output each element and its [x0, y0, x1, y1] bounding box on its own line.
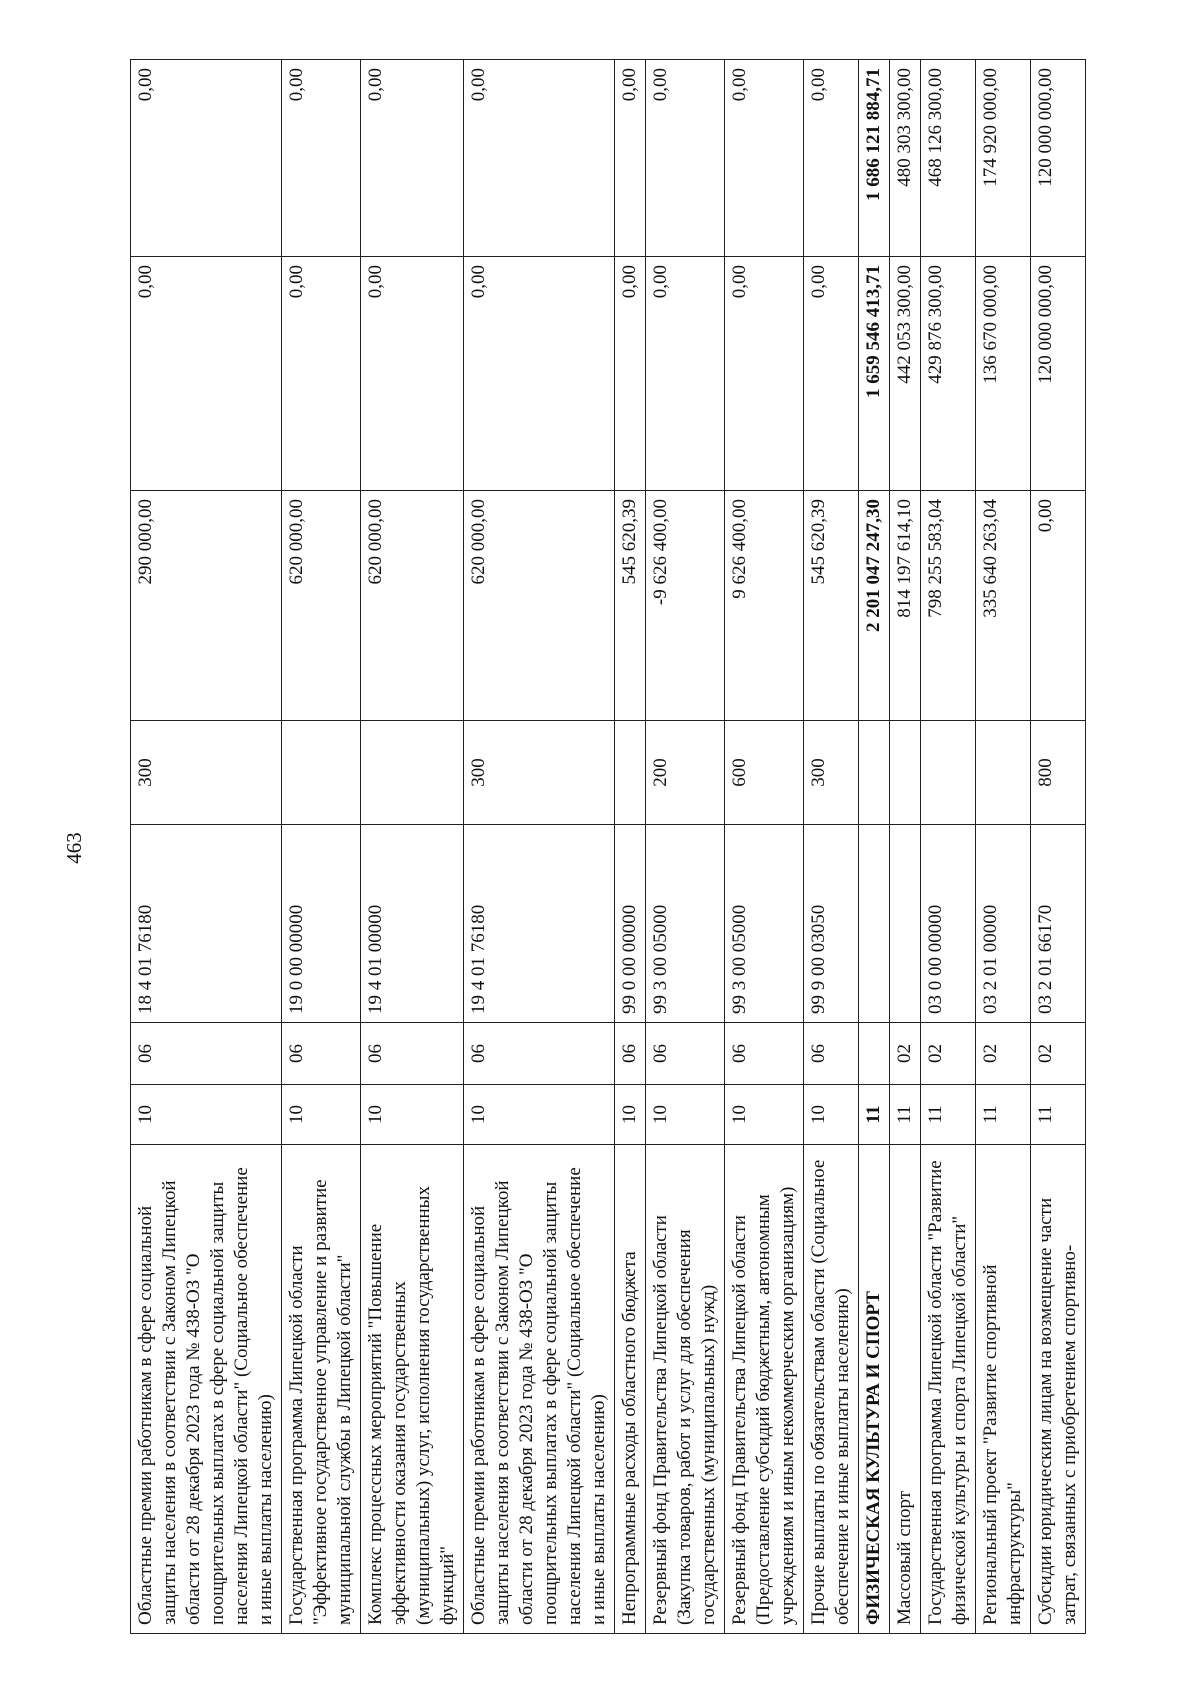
- expense-type-code: 600: [725, 721, 804, 825]
- section-code: 10: [131, 1085, 282, 1145]
- row-name: Прочие выплаты по обязательствам области (Социальное обеспечение и иные выплаты населению): [804, 1145, 859, 1634]
- subsection-code: 06: [615, 1023, 646, 1085]
- amount-col-2: 429 876 300,00: [921, 257, 976, 491]
- amount-col-1: 290 000,00: [131, 491, 282, 721]
- subsection-code: 06: [646, 1023, 725, 1085]
- row-name: ФИЗИЧЕСКАЯ КУЛЬТУРА И СПОРТ: [859, 1145, 890, 1634]
- row-name: Массовый спорт: [890, 1145, 921, 1634]
- table-row: [646, 60, 725, 1634]
- amount-col-2: 0,00: [804, 257, 859, 491]
- subsection-code: [859, 1023, 890, 1085]
- section-code: 10: [282, 1085, 361, 1145]
- amount-col-1: 0,00: [1031, 491, 1086, 721]
- target-article-code: 99 0 00 00000: [615, 825, 646, 1023]
- row-name: Областные премии работникам в сфере социальной защиты населения в соответствии с Законом Липецкой области от 28 декабря 2023 года № 438-ОЗ "О поощрительных выплатах в сфере социальной защиты населения Липецкой области" (Социальное обеспечение и иные выплаты населению): [131, 1145, 282, 1634]
- expense-type-code: [859, 721, 890, 825]
- target-article-code: [859, 825, 890, 1023]
- budget-table-body: [131, 60, 1086, 1634]
- amount-col-3: 0,00: [615, 60, 646, 257]
- amount-col-2: 0,00: [615, 257, 646, 491]
- amount-col-2: 0,00: [464, 257, 615, 491]
- amount-col-1: 814 197 614,10: [890, 491, 921, 721]
- expense-type-code: 800: [1031, 721, 1086, 825]
- target-article-code: 19 4 01 76180: [464, 825, 615, 1023]
- subsection-code: 06: [464, 1023, 615, 1085]
- subsection-code: 02: [976, 1023, 1031, 1085]
- section-code: 10: [464, 1085, 615, 1145]
- table-row: [282, 60, 361, 1634]
- expense-type-code: 200: [646, 721, 725, 825]
- amount-col-2: 0,00: [131, 257, 282, 491]
- expense-type-code: [976, 721, 1031, 825]
- table-row: [804, 60, 859, 1634]
- table-row: [725, 60, 804, 1634]
- amount-col-2: 1 659 546 413,71: [859, 257, 890, 491]
- amount-col-3: 0,00: [131, 60, 282, 257]
- amount-col-2: 0,00: [361, 257, 464, 491]
- row-name: Комплекс процессных мероприятий "Повышение эффективности оказания государственных (муниципальных) услуг, исполнения государственных функций": [361, 1145, 464, 1634]
- expense-type-code: [361, 721, 464, 825]
- amount-col-1: 545 620,39: [615, 491, 646, 721]
- amount-col-3: 468 126 300,00: [921, 60, 976, 257]
- amount-col-1: 545 620,39: [804, 491, 859, 721]
- expense-type-code: 300: [804, 721, 859, 825]
- table-row: [615, 60, 646, 1634]
- row-name: Государственная программа Липецкой области "Развитие физической культуры и спорта Липецкой области": [921, 1145, 976, 1634]
- target-article-code: 99 9 00 03050: [804, 825, 859, 1023]
- amount-col-3: 120 000 000,00: [1031, 60, 1086, 257]
- subsection-code: 06: [282, 1023, 361, 1085]
- table-row: [976, 60, 1031, 1634]
- target-article-code: 99 3 00 05000: [725, 825, 804, 1023]
- amount-col-2: 136 670 000,00: [976, 257, 1031, 491]
- expense-type-code: [615, 721, 646, 825]
- amount-col-1: 335 640 263,04: [976, 491, 1031, 721]
- amount-col-3: 0,00: [804, 60, 859, 257]
- subsection-code: 02: [1031, 1023, 1086, 1085]
- section-code: 10: [804, 1085, 859, 1145]
- amount-col-3: 174 920 000,00: [976, 60, 1031, 257]
- section-code: 11: [921, 1085, 976, 1145]
- row-name: Субсидии юридическим лицам на возмещение части затрат, связанных с приобретением спортивно-: [1031, 1145, 1086, 1634]
- target-article-code: 99 3 00 05000: [646, 825, 725, 1023]
- row-name: Региональный проект "Развитие спортивной инфраструктуры": [976, 1145, 1031, 1634]
- subsection-code: 02: [921, 1023, 976, 1085]
- row-name: Непрограммные расходы областного бюджета: [615, 1145, 646, 1634]
- expense-type-code: [921, 721, 976, 825]
- budget-table: [130, 59, 1086, 1634]
- amount-col-1: 2 201 047 247,30: [859, 491, 890, 721]
- amount-col-1: -9 626 400,00: [646, 491, 725, 721]
- amount-col-1: 798 255 583,04: [921, 491, 976, 721]
- row-name: Государственная программа Липецкой области "Эффективное государственное управление и развитие муниципальной службы в Липецкой области": [282, 1145, 361, 1634]
- table-row: [131, 60, 282, 1634]
- target-article-code: 18 4 01 76180: [131, 825, 282, 1023]
- target-article-code: 19 4 01 00000: [361, 825, 464, 1023]
- expense-type-code: 300: [464, 721, 615, 825]
- amount-col-2: 120 000 000,00: [1031, 257, 1086, 491]
- amount-col-3: 1 686 121 884,71: [859, 60, 890, 257]
- table-row: [361, 60, 464, 1634]
- amount-col-3: 0,00: [464, 60, 615, 257]
- subsection-code: 06: [131, 1023, 282, 1085]
- section-code: 10: [615, 1085, 646, 1145]
- expense-type-code: 300: [131, 721, 282, 825]
- amount-col-3: 0,00: [282, 60, 361, 257]
- row-name: Резервный фонд Правительства Липецкой области (Предоставление субсидий бюджетным, автономным учреждениям и иным некоммерческим организациям): [725, 1145, 804, 1634]
- amount-col-2: 0,00: [282, 257, 361, 491]
- section-code: 10: [361, 1085, 464, 1145]
- section-code: 11: [1031, 1085, 1086, 1145]
- target-article-code: 03 2 01 66170: [1031, 825, 1086, 1023]
- section-code: 11: [976, 1085, 1031, 1145]
- table-row: [921, 60, 976, 1634]
- target-article-code: 03 2 01 00000: [976, 825, 1031, 1023]
- amount-col-3: 0,00: [361, 60, 464, 257]
- amount-col-3: 480 303 300,00: [890, 60, 921, 257]
- table-row: [1031, 60, 1086, 1634]
- amount-col-1: 9 626 400,00: [725, 491, 804, 721]
- amount-col-2: 0,00: [725, 257, 804, 491]
- page-number: 463: [62, 832, 86, 864]
- table-row: [890, 60, 921, 1634]
- target-article-code: 19 0 00 00000: [282, 825, 361, 1023]
- amount-col-1: 620 000,00: [361, 491, 464, 721]
- amount-col-2: 442 053 300,00: [890, 257, 921, 491]
- subsection-code: 06: [804, 1023, 859, 1085]
- amount-col-3: 0,00: [725, 60, 804, 257]
- subsection-code: 02: [890, 1023, 921, 1085]
- amount-col-1: 620 000,00: [464, 491, 615, 721]
- subsection-code: 06: [361, 1023, 464, 1085]
- section-code: 10: [725, 1085, 804, 1145]
- amount-col-3: 0,00: [646, 60, 725, 257]
- target-article-code: [890, 825, 921, 1023]
- section-code: 10: [646, 1085, 725, 1145]
- row-name: Областные премии работникам в сфере социальной защиты населения в соответствии с Законом Липецкой области от 28 декабря 2023 года № 438-ОЗ "О поощрительных выплатах в сфере социальной защиты населения Липецкой области" (Социальное обеспечение и иные выплаты населению): [464, 1145, 615, 1634]
- amount-col-1: 620 000,00: [282, 491, 361, 721]
- row-name: Резервный фонд Правительства Липецкой области (Закупка товаров, работ и услуг для обеспечения государственных (муниципальных) нужд): [646, 1145, 725, 1634]
- target-article-code: 03 0 00 00000: [921, 825, 976, 1023]
- table-row: [464, 60, 615, 1634]
- rotated-page-content: [130, 60, 1080, 1634]
- expense-type-code: [282, 721, 361, 825]
- subsection-code: 06: [725, 1023, 804, 1085]
- section-code: 11: [890, 1085, 921, 1145]
- table-row: [859, 60, 890, 1634]
- section-code: 11: [859, 1085, 890, 1145]
- expense-type-code: [890, 721, 921, 825]
- amount-col-2: 0,00: [646, 257, 725, 491]
